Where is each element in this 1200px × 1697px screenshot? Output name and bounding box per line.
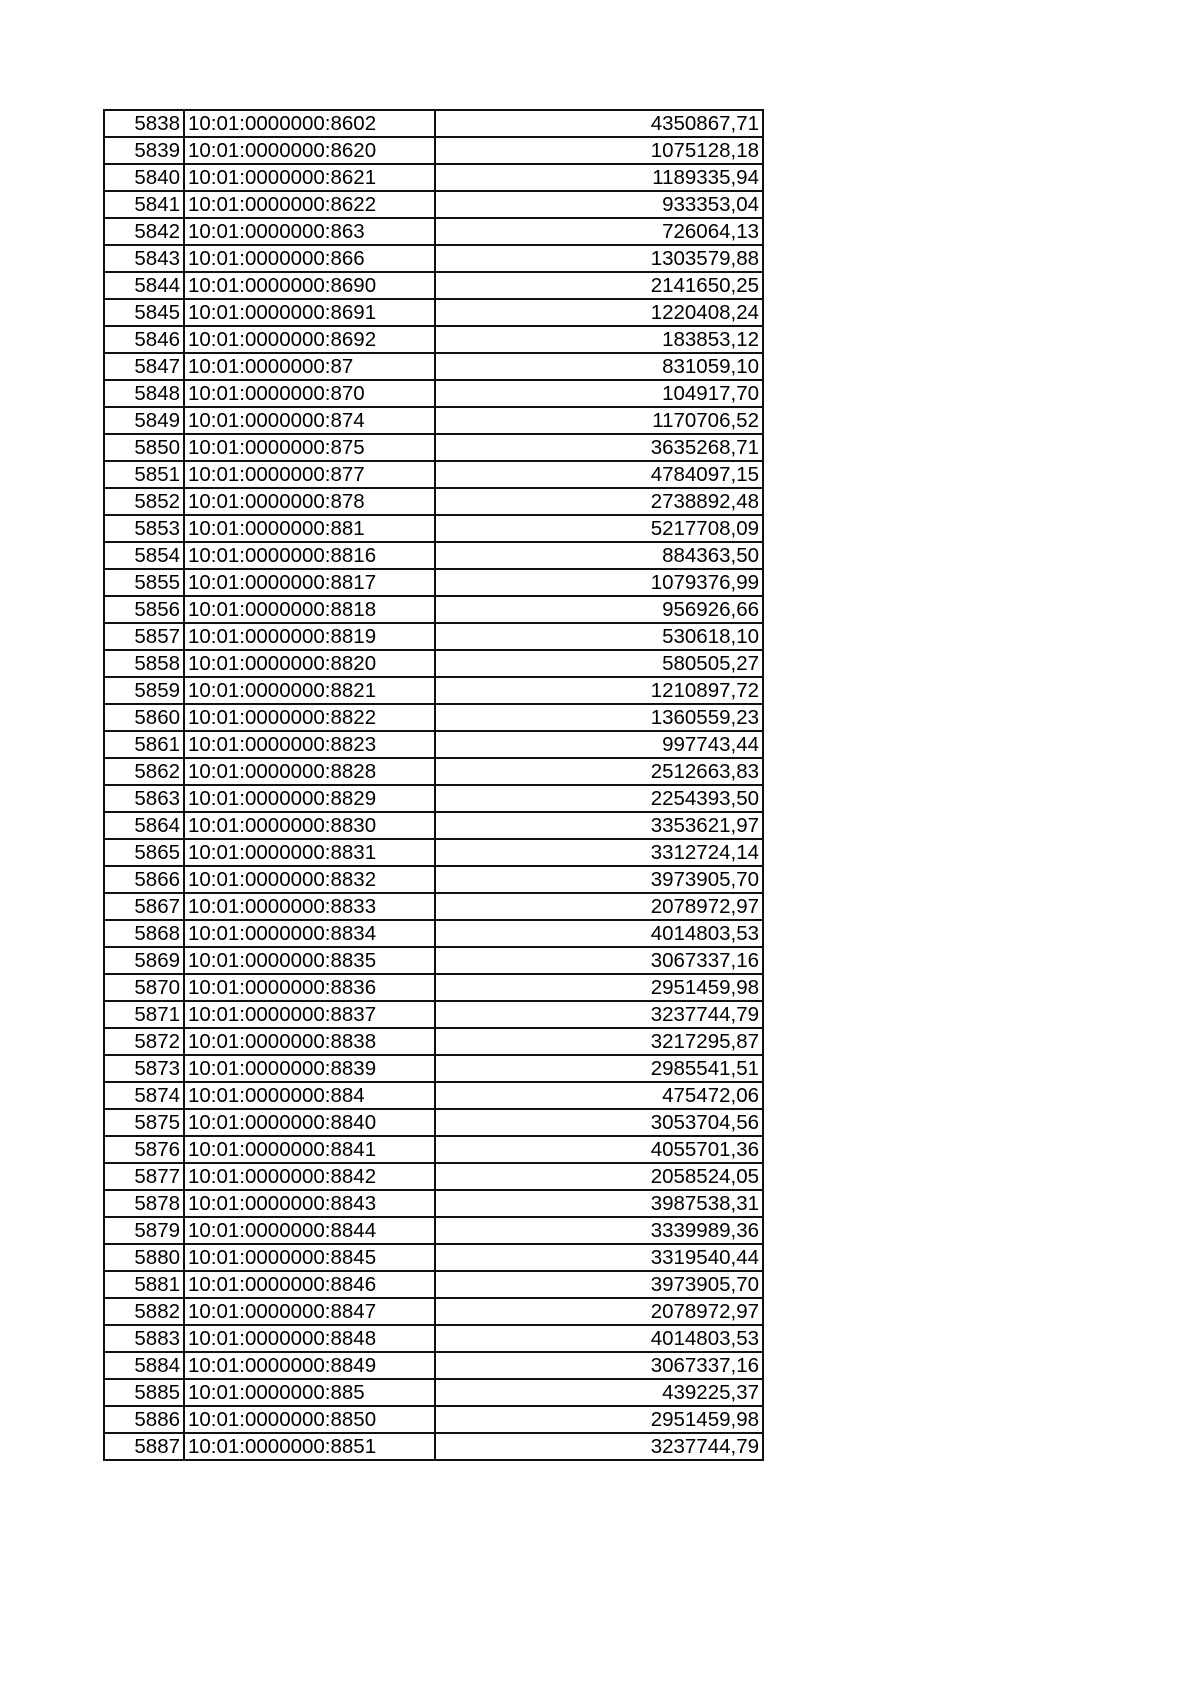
cadastral-code-cell: 10:01:0000000:8691	[184, 299, 435, 326]
cadastral-code-cell: 10:01:0000000:878	[184, 488, 435, 515]
amount-cell: 2951459,98	[435, 974, 763, 1001]
amount-cell: 580505,27	[435, 650, 763, 677]
cadastral-code-cell: 10:01:0000000:8844	[184, 1217, 435, 1244]
table-row	[104, 245, 763, 272]
table-row	[104, 596, 763, 623]
table-row	[104, 704, 763, 731]
amount-cell: 4350867,71	[435, 110, 763, 137]
table-row	[104, 1190, 763, 1217]
table-row	[104, 1244, 763, 1271]
cadastral-code-cell: 10:01:0000000:8828	[184, 758, 435, 785]
row-number-cell: 5840	[104, 164, 184, 191]
table-row	[104, 1271, 763, 1298]
amount-cell: 3053704,56	[435, 1109, 763, 1136]
cadastral-code-cell: 10:01:0000000:8848	[184, 1325, 435, 1352]
amount-cell: 831059,10	[435, 353, 763, 380]
table-row	[104, 434, 763, 461]
cadastral-code-cell: 10:01:0000000:8823	[184, 731, 435, 758]
amount-cell: 2078972,97	[435, 893, 763, 920]
table-row	[104, 488, 763, 515]
amount-cell: 4014803,53	[435, 920, 763, 947]
row-number-cell: 5879	[104, 1217, 184, 1244]
amount-cell: 3067337,16	[435, 947, 763, 974]
table-row	[104, 920, 763, 947]
table-row	[104, 1001, 763, 1028]
table-row	[104, 758, 763, 785]
cadastral-code-cell: 10:01:0000000:8842	[184, 1163, 435, 1190]
table-row	[104, 353, 763, 380]
row-number-cell: 5858	[104, 650, 184, 677]
table-row	[104, 1298, 763, 1325]
amount-cell: 4014803,53	[435, 1325, 763, 1352]
cadastral-code-cell: 10:01:0000000:8845	[184, 1244, 435, 1271]
table-row	[104, 380, 763, 407]
table-row	[104, 1136, 763, 1163]
table-body	[104, 110, 763, 1460]
cadastral-code-cell: 10:01:0000000:8621	[184, 164, 435, 191]
amount-cell: 2951459,98	[435, 1406, 763, 1433]
cadastral-code-cell: 10:01:0000000:87	[184, 353, 435, 380]
row-number-cell: 5875	[104, 1109, 184, 1136]
amount-cell: 726064,13	[435, 218, 763, 245]
table-row	[104, 299, 763, 326]
table-row	[104, 1352, 763, 1379]
row-number-cell: 5868	[104, 920, 184, 947]
cadastral-code-cell: 10:01:0000000:8832	[184, 866, 435, 893]
row-number-cell: 5855	[104, 569, 184, 596]
amount-cell: 4784097,15	[435, 461, 763, 488]
cadastral-code-cell: 10:01:0000000:8690	[184, 272, 435, 299]
cadastral-code-cell: 10:01:0000000:8820	[184, 650, 435, 677]
cadastral-code-cell: 10:01:0000000:8849	[184, 1352, 435, 1379]
table-row	[104, 839, 763, 866]
table-row	[104, 110, 763, 137]
row-number-cell: 5867	[104, 893, 184, 920]
table-row	[104, 893, 763, 920]
table-row	[104, 164, 763, 191]
amount-cell: 1303579,88	[435, 245, 763, 272]
amount-cell: 1075128,18	[435, 137, 763, 164]
cadastral-code-cell: 10:01:0000000:8837	[184, 1001, 435, 1028]
table-row	[104, 1217, 763, 1244]
amount-cell: 956926,66	[435, 596, 763, 623]
cadastral-code-cell: 10:01:0000000:874	[184, 407, 435, 434]
cadastral-code-cell: 10:01:0000000:885	[184, 1379, 435, 1406]
table-row	[104, 785, 763, 812]
row-number-cell: 5873	[104, 1055, 184, 1082]
cadastral-code-cell: 10:01:0000000:8835	[184, 947, 435, 974]
table-row	[104, 623, 763, 650]
row-number-cell: 5886	[104, 1406, 184, 1433]
amount-cell: 1170706,52	[435, 407, 763, 434]
row-number-cell: 5877	[104, 1163, 184, 1190]
row-number-cell: 5845	[104, 299, 184, 326]
amount-cell: 4055701,36	[435, 1136, 763, 1163]
table-row	[104, 1163, 763, 1190]
cadastral-code-cell: 10:01:0000000:8836	[184, 974, 435, 1001]
cadastral-code-cell: 10:01:0000000:884	[184, 1082, 435, 1109]
amount-cell: 3353621,97	[435, 812, 763, 839]
row-number-cell: 5851	[104, 461, 184, 488]
row-number-cell: 5878	[104, 1190, 184, 1217]
cadastral-code-cell: 10:01:0000000:8833	[184, 893, 435, 920]
amount-cell: 3973905,70	[435, 1271, 763, 1298]
row-number-cell: 5847	[104, 353, 184, 380]
cadastral-code-cell: 10:01:0000000:8846	[184, 1271, 435, 1298]
row-number-cell: 5854	[104, 542, 184, 569]
row-number-cell: 5849	[104, 407, 184, 434]
cadastral-code-cell: 10:01:0000000:866	[184, 245, 435, 272]
table-row	[104, 974, 763, 1001]
table-row	[104, 1082, 763, 1109]
row-number-cell: 5852	[104, 488, 184, 515]
row-number-cell: 5883	[104, 1325, 184, 1352]
amount-cell: 2141650,25	[435, 272, 763, 299]
cadastral-code-cell: 10:01:0000000:8622	[184, 191, 435, 218]
amount-cell: 183853,12	[435, 326, 763, 353]
amount-cell: 884363,50	[435, 542, 763, 569]
table-row	[104, 137, 763, 164]
amount-cell: 933353,04	[435, 191, 763, 218]
table-row	[104, 1433, 763, 1460]
row-number-cell: 5838	[104, 110, 184, 137]
table-row	[104, 542, 763, 569]
table-row	[104, 812, 763, 839]
amount-cell: 1189335,94	[435, 164, 763, 191]
amount-cell: 3987538,31	[435, 1190, 763, 1217]
row-number-cell: 5864	[104, 812, 184, 839]
table-row	[104, 1109, 763, 1136]
cadastral-code-cell: 10:01:0000000:8830	[184, 812, 435, 839]
data-table	[103, 109, 764, 1461]
row-number-cell: 5850	[104, 434, 184, 461]
table-row	[104, 326, 763, 353]
amount-cell: 1210897,72	[435, 677, 763, 704]
row-number-cell: 5872	[104, 1028, 184, 1055]
amount-cell: 3312724,14	[435, 839, 763, 866]
cadastral-code-cell: 10:01:0000000:8851	[184, 1433, 435, 1460]
row-number-cell: 5861	[104, 731, 184, 758]
amount-cell: 2078972,97	[435, 1298, 763, 1325]
row-number-cell: 5853	[104, 515, 184, 542]
cadastral-code-cell: 10:01:0000000:8840	[184, 1109, 435, 1136]
row-number-cell: 5846	[104, 326, 184, 353]
cadastral-code-cell: 10:01:0000000:8692	[184, 326, 435, 353]
row-number-cell: 5862	[104, 758, 184, 785]
row-number-cell: 5843	[104, 245, 184, 272]
cadastral-code-cell: 10:01:0000000:8847	[184, 1298, 435, 1325]
row-number-cell: 5863	[104, 785, 184, 812]
table-row	[104, 569, 763, 596]
cadastral-code-cell: 10:01:0000000:875	[184, 434, 435, 461]
table-row	[104, 272, 763, 299]
amount-cell: 1079376,99	[435, 569, 763, 596]
amount-cell: 1220408,24	[435, 299, 763, 326]
row-number-cell: 5869	[104, 947, 184, 974]
cadastral-code-cell: 10:01:0000000:8838	[184, 1028, 435, 1055]
cadastral-code-cell: 10:01:0000000:8831	[184, 839, 435, 866]
cadastral-code-cell: 10:01:0000000:8834	[184, 920, 435, 947]
table-row	[104, 866, 763, 893]
row-number-cell: 5884	[104, 1352, 184, 1379]
row-number-cell: 5848	[104, 380, 184, 407]
row-number-cell: 5859	[104, 677, 184, 704]
row-number-cell: 5887	[104, 1433, 184, 1460]
cadastral-code-cell: 10:01:0000000:8818	[184, 596, 435, 623]
amount-cell: 3237744,79	[435, 1433, 763, 1460]
cadastral-code-cell: 10:01:0000000:8829	[184, 785, 435, 812]
cadastral-code-cell: 10:01:0000000:8843	[184, 1190, 435, 1217]
table-row	[104, 1406, 763, 1433]
row-number-cell: 5866	[104, 866, 184, 893]
row-number-cell: 5874	[104, 1082, 184, 1109]
row-number-cell: 5885	[104, 1379, 184, 1406]
table-row	[104, 407, 763, 434]
cadastral-code-cell: 10:01:0000000:881	[184, 515, 435, 542]
cadastral-code-cell: 10:01:0000000:8817	[184, 569, 435, 596]
cadastral-code-cell: 10:01:0000000:8620	[184, 137, 435, 164]
row-number-cell: 5870	[104, 974, 184, 1001]
table-row	[104, 1379, 763, 1406]
amount-cell: 997743,44	[435, 731, 763, 758]
row-number-cell: 5856	[104, 596, 184, 623]
cadastral-code-cell: 10:01:0000000:8602	[184, 110, 435, 137]
cadastral-code-cell: 10:01:0000000:8822	[184, 704, 435, 731]
table-row	[104, 1325, 763, 1352]
amount-cell: 2985541,51	[435, 1055, 763, 1082]
table-row	[104, 677, 763, 704]
row-number-cell: 5841	[104, 191, 184, 218]
amount-cell: 1360559,23	[435, 704, 763, 731]
amount-cell: 2738892,48	[435, 488, 763, 515]
amount-cell: 3339989,36	[435, 1217, 763, 1244]
amount-cell: 3973905,70	[435, 866, 763, 893]
amount-cell: 439225,37	[435, 1379, 763, 1406]
row-number-cell: 5880	[104, 1244, 184, 1271]
row-number-cell: 5839	[104, 137, 184, 164]
cadastral-code-cell: 10:01:0000000:8821	[184, 677, 435, 704]
amount-cell: 3237744,79	[435, 1001, 763, 1028]
amount-cell: 5217708,09	[435, 515, 763, 542]
cadastral-code-cell: 10:01:0000000:8839	[184, 1055, 435, 1082]
row-number-cell: 5871	[104, 1001, 184, 1028]
table-row	[104, 1028, 763, 1055]
row-number-cell: 5842	[104, 218, 184, 245]
cadastral-code-cell: 10:01:0000000:8850	[184, 1406, 435, 1433]
table-row	[104, 947, 763, 974]
amount-cell: 2058524,05	[435, 1163, 763, 1190]
amount-cell: 530618,10	[435, 623, 763, 650]
table-row	[104, 1055, 763, 1082]
cadastral-code-cell: 10:01:0000000:877	[184, 461, 435, 488]
table-row	[104, 650, 763, 677]
row-number-cell: 5844	[104, 272, 184, 299]
cadastral-code-cell: 10:01:0000000:8816	[184, 542, 435, 569]
row-number-cell: 5881	[104, 1271, 184, 1298]
cadastral-code-cell: 10:01:0000000:8819	[184, 623, 435, 650]
amount-cell: 3067337,16	[435, 1352, 763, 1379]
table-row	[104, 731, 763, 758]
row-number-cell: 5882	[104, 1298, 184, 1325]
cadastral-code-cell: 10:01:0000000:863	[184, 218, 435, 245]
amount-cell: 104917,70	[435, 380, 763, 407]
row-number-cell: 5865	[104, 839, 184, 866]
cadastral-code-cell: 10:01:0000000:8841	[184, 1136, 435, 1163]
amount-cell: 2512663,83	[435, 758, 763, 785]
row-number-cell: 5876	[104, 1136, 184, 1163]
cadastral-code-cell: 10:01:0000000:870	[184, 380, 435, 407]
row-number-cell: 5860	[104, 704, 184, 731]
amount-cell: 2254393,50	[435, 785, 763, 812]
table-row	[104, 191, 763, 218]
amount-cell: 3635268,71	[435, 434, 763, 461]
amount-cell: 3319540,44	[435, 1244, 763, 1271]
table-row	[104, 515, 763, 542]
row-number-cell: 5857	[104, 623, 184, 650]
amount-cell: 3217295,87	[435, 1028, 763, 1055]
table-row	[104, 218, 763, 245]
amount-cell: 475472,06	[435, 1082, 763, 1109]
table-row	[104, 461, 763, 488]
